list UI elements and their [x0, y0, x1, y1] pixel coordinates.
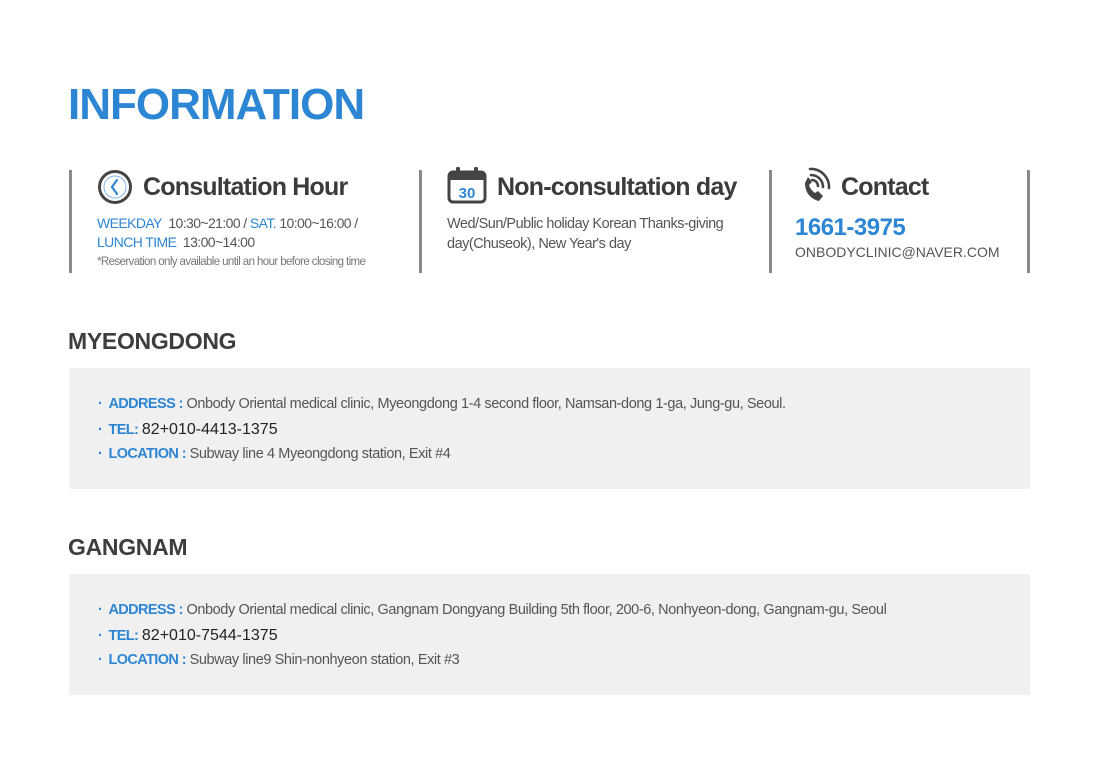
location-row — [98, 648, 1030, 673]
tel-row — [98, 623, 1030, 648]
bullet: · — [98, 652, 103, 668]
address-row — [98, 392, 1030, 417]
branch-title-myeongdong: MYEONGDONG — [68, 328, 237, 354]
location-value: Subway line 4 Myeongdong station, Exit #4 — [189, 446, 451, 462]
lunch-label: LUNCH TIME — [97, 234, 177, 250]
tel-value[interactable]: 82+010-4413-1375 — [141, 421, 278, 438]
consultation-hour-panel — [69, 170, 419, 273]
non-consultation-header — [447, 170, 769, 204]
weekday-label: WEEKDAY — [97, 215, 162, 231]
location-value: Subway line9 Shin-nonhyeon station, Exit #3 — [189, 652, 460, 668]
weekday-hours: 10:30~21:00 / — [168, 215, 247, 231]
consultation-hours — [97, 214, 419, 252]
contact-email[interactable]: ONBODYCLINIC@NAVER.COM — [795, 244, 1000, 260]
reservation-note: *Reservation only available until an hour before closing time — [97, 256, 366, 268]
contact-header — [795, 170, 1027, 204]
page-title: INFORMATION — [68, 80, 365, 129]
bullet: · — [98, 628, 103, 644]
non-consultation-title: Non-consultation day — [497, 172, 737, 201]
bullet: · — [98, 396, 103, 412]
tel-value[interactable]: 82+010-7544-1375 — [141, 627, 278, 644]
consultation-hour-title: Consultation Hour — [143, 172, 348, 201]
branch-details-gangnam — [69, 574, 1030, 695]
address-label: ADDRESS : — [108, 602, 183, 618]
lunch-hours: 13:00~14:00 — [182, 234, 255, 250]
phone-icon — [795, 167, 831, 203]
bullet: · — [98, 602, 103, 618]
contact-phone[interactable]: 1661-3975 — [795, 214, 906, 241]
location-row — [98, 442, 1030, 467]
calendar-icon — [447, 166, 487, 204]
address-label: ADDRESS : — [108, 396, 183, 412]
bullet: · — [98, 422, 103, 438]
branch-title-gangnam: GANGNAM — [68, 534, 188, 560]
tel-label: TEL: — [108, 422, 139, 438]
address-value: Onbody Oriental medical clinic, Gangnam Dongyang Building 5th floor, 200-6, Nonhyeon-dong, Gangnam-gu, Seoul — [186, 602, 887, 618]
sat-label: SAT. — [249, 215, 277, 231]
non-consultation-days: Wed/Sun/Public holiday Korean Thanks-giving day(Chuseok), New Year's day — [447, 216, 724, 252]
location-label: LOCATION : — [108, 446, 186, 462]
location-label: LOCATION : — [108, 652, 186, 668]
tel-label: TEL: — [108, 628, 139, 644]
calendar-number: 30 — [458, 185, 476, 202]
sat-hours: 10:00~16:00 / — [279, 215, 358, 231]
consultation-hour-header — [97, 170, 419, 204]
tel-row — [98, 417, 1030, 442]
address-value: Onbody Oriental medical clinic, Myeongdong 1-4 second floor, Namsan-dong 1-ga, Jung-gu, Seoul. — [186, 396, 786, 412]
address-row — [98, 598, 1030, 623]
info-summary — [69, 170, 1030, 273]
bullet: · — [98, 446, 103, 462]
branch-details-myeongdong — [69, 368, 1030, 489]
clock-icon — [97, 169, 133, 205]
contact-panel — [769, 170, 1030, 273]
non-consultation-panel — [419, 170, 769, 273]
contact-title: Contact — [841, 172, 929, 201]
